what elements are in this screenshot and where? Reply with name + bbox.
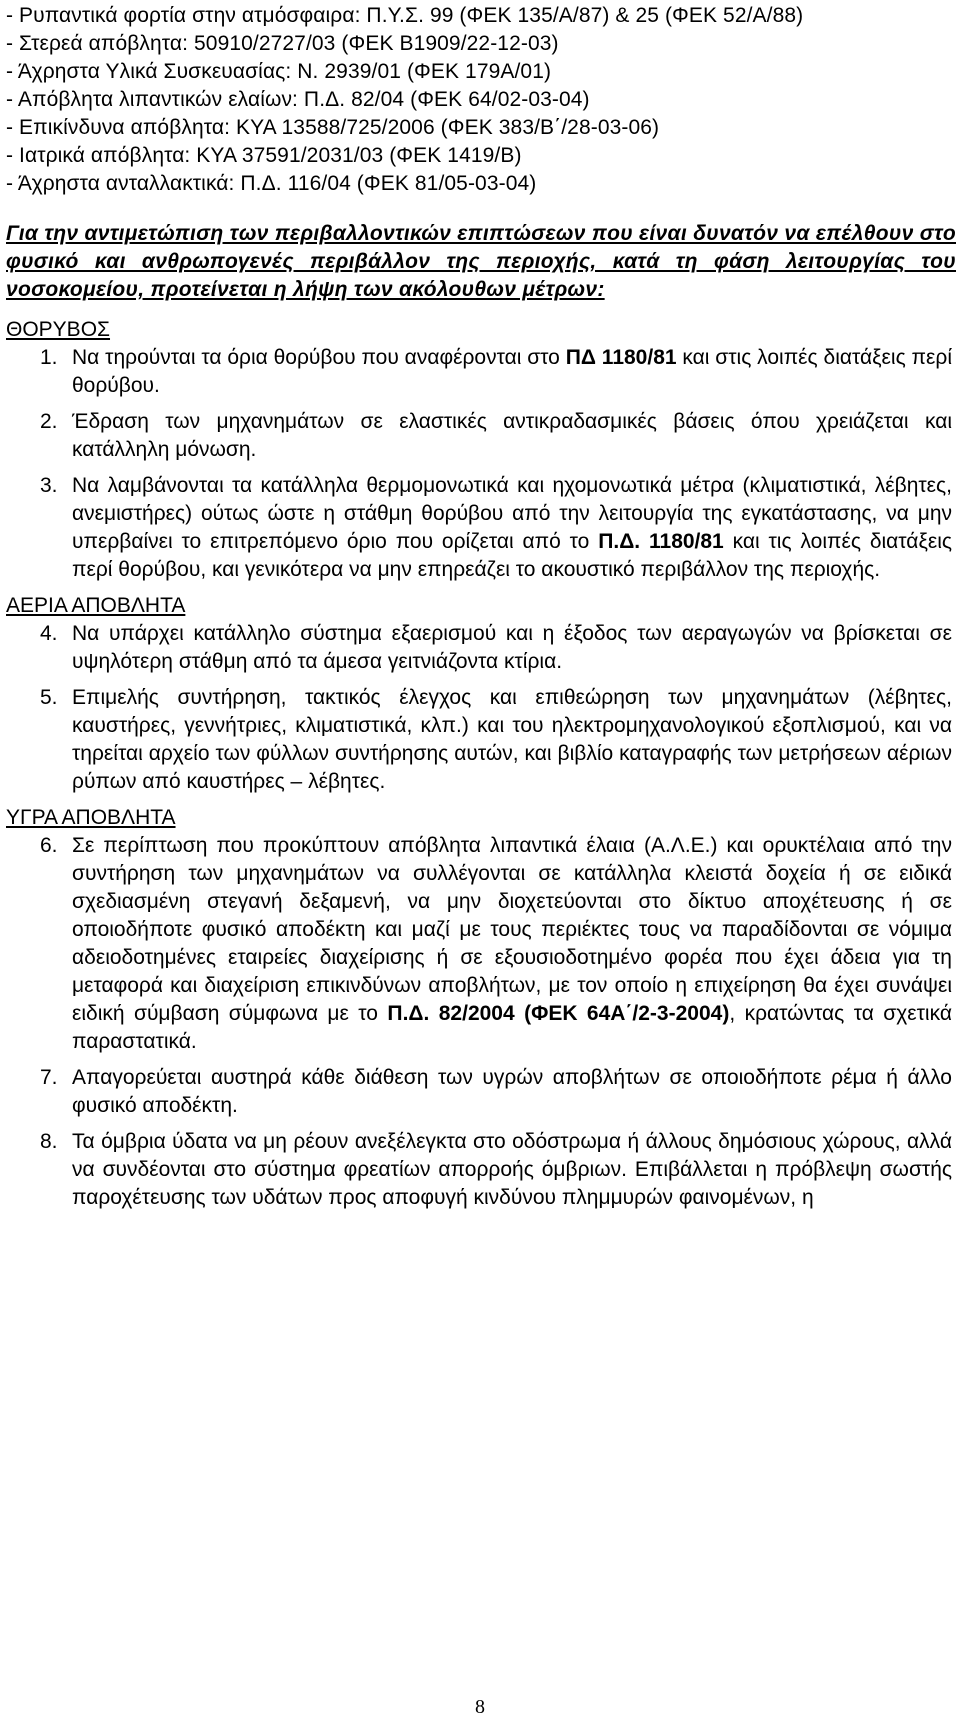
measure-item-2 xyxy=(6,408,956,464)
measure-text: Έδραση των μηχανημάτων σε ελαστικές αντικραδασμικές βάσεις όπου χρειάζεται και κατάλληλη μόνωση. xyxy=(72,410,952,461)
measure-text: , κρατώντας τα σχετικά παραστατικά. xyxy=(72,1002,952,1053)
measure-text: Σε περίπτωση που προκύπτουν απόβλητα λιπαντικά έλαια (Α.Λ.Ε.) και ορυκτέλαια από την συντήρηση των μηχανημάτων να συλλέγονται σε κατάλληλα κλειστά δοχεία ή σε ειδικά σχεδιασμένη στεγανή δεξαμενή, να μην διοχετεύονται στο δίκτυο αποχέτευσης ή σε οποιοδήποτε φυσικό αποδέκτη και μαζί με τους περιέκτες τους να παραδίδονται σε νόμιμα αδειοδοτημένες εταιρείες διαχείρισης ή σε εξουσιοδοτημένο φορέα που έχει άδεια για τη μεταφορά και διαχείριση επικινδύνων αποβλήτων, με τον οποίο η επιχείρηση θα έχει συνάψει ειδική σύμβαση σύμφωνα με το xyxy=(72,834,952,1025)
air-measures-list xyxy=(6,620,956,796)
measure-item-8 xyxy=(6,1128,956,1212)
measure-item-5 xyxy=(6,684,956,796)
reference-item: - Άχρηστα ανταλλακτικά: Π.Δ. 116/04 (ΦΕΚ 81/05-03-04) xyxy=(6,172,537,195)
legislation-reference-list xyxy=(6,2,956,198)
law-reference: Π.Δ. 82/2004 (ΦΕΚ 64Α΄/2-3-2004) xyxy=(387,1002,730,1025)
section-heading-noise: ΘΟΡΥΒΟΣ xyxy=(6,318,111,341)
measure-text: Να τηρούνται τα όρια θορύβου που αναφέρονται στο xyxy=(72,346,566,369)
reference-item: - Στερεά απόβλητα: 50910/2727/03 (ΦΕΚ Β1909/22-12-03) xyxy=(6,32,559,55)
measure-text: Επιμελής συντήρηση, τακτικός έλεγχος και επιθεώρηση των μηχανημάτων (λέβητες, καυστήρες, γεννήτριες, κλιματιστικά, κλπ.) και του ηλεκτρομηχανολογικού εξοπλισμού, και να τηρείται αρχείο των φύλλων συντήρησης αυτών, και βιβλίο καταγραφής των μετρήσεων αέριων ρύπων από καυστήρες – λέβητες. xyxy=(72,686,952,793)
measure-item-3 xyxy=(6,472,956,584)
measure-item-6 xyxy=(6,832,956,1056)
page-number: 8 xyxy=(475,1696,485,1718)
reference-item: - Απόβλητα λιπαντικών ελαίων: Π.Δ. 82/04 (ΦΕΚ 64/02-03-04) xyxy=(6,88,590,111)
measure-item-1 xyxy=(6,344,956,400)
measure-text: Απαγορεύεται αυστηρά κάθε διάθεση των υγρών αποβλήτων σε οποιοδήποτε ρέμα ή άλλο φυσικό αποδέκτη. xyxy=(72,1066,952,1117)
section-heading-air-emissions: ΑΕΡΙΑ ΑΠΟΒΛΗΤΑ xyxy=(6,594,186,617)
measure-number: 7. xyxy=(40,1066,58,1089)
measure-item-4 xyxy=(6,620,956,676)
section-heading-liquid-waste: ΥΓΡΑ ΑΠΟΒΛΗΤΑ xyxy=(6,806,176,829)
reference-item: - Ιατρικά απόβλητα: ΚΥΑ 37591/2031/03 (ΦΕΚ 1419/Β) xyxy=(6,144,522,167)
reference-item: - Ρυπαντικά φορτία στην ατμόσφαιρα: Π.Υ.Σ. 99 (ΦΕΚ 135/Α/87) & 25 (ΦΕΚ 52/Α/88) xyxy=(6,4,804,27)
measures-intro-paragraph: Για την αντιμετώπιση των περιβαλλοντικών επιπτώσεων που είναι δυνατόν να επέλθουν στο φυσικό και ανθρωπογενές περιβάλλον της περιοχής, κατά τη φάση λειτουργίας του νοσοκομείου, προτείνεται η λήψη των ακόλουθων μέτρων: xyxy=(6,222,956,301)
reference-item: - Άχρηστα Υλικά Συσκευασίας: Ν. 2939/01 (ΦΕΚ 179Α/01) xyxy=(6,60,552,83)
measure-number: 5. xyxy=(40,686,58,709)
measure-number: 4. xyxy=(40,622,58,645)
reference-item: - Επικίνδυνα απόβλητα: ΚΥΑ 13588/725/2006 (ΦΕΚ 383/Β΄/28-03-06) xyxy=(6,116,660,139)
law-reference: Π.Δ. 1180/81 xyxy=(598,530,724,553)
measure-text: Τα όμβρια ύδατα να μη ρέουν ανεξέλεγκτα στο οδόστρωμα ή άλλους δημόσιους χώρους, αλλά να συνδέονται στο σύστημα φρεατίων απορροής όμβριων. Επιβάλλεται η πρόβλεψη σωστής παροχέτευσης των υδάτων προς αποφυγή κινδύνου πλημμυρών φαινομένων, η xyxy=(72,1130,952,1209)
measure-text: και τις λοιπές διατάξεις περί θορύβου, και γενικότερα να μην επηρεάζει το ακουστικό περιβάλλον της περιοχής. xyxy=(72,530,952,581)
measure-item-7 xyxy=(6,1064,956,1120)
measure-number: 2. xyxy=(40,410,58,433)
measure-number: 1. xyxy=(40,346,58,369)
law-reference: ΠΔ 1180/81 xyxy=(565,346,677,369)
document-page xyxy=(6,2,956,1220)
measure-number: 6. xyxy=(40,834,58,857)
liquid-measures-list xyxy=(6,832,956,1212)
measure-number: 3. xyxy=(40,474,58,497)
measure-number: 8. xyxy=(40,1130,58,1153)
measure-text: Να υπάρχει κατάλληλο σύστημα εξαερισμού και η έξοδος των αεραγωγών να βρίσκεται σε υψηλότερη στάθμη από τα άμεσα γειτνιάζοντα κτίρια. xyxy=(72,622,952,673)
measure-text: και στις λοιπές διατάξεις περί θορύβου. xyxy=(72,346,952,397)
measure-text: Να λαμβάνονται τα κατάλληλα θερμομονωτικά και ηχομονωτικά μέτρα (κλιματιστικά, λέβητες, ανεμιστήρες) ούτως ώστε η στάθμη θορύβου από την λειτουργία της εγκατάστασης, να μην υπερβαίνει το επιτρεπόμενο όριο που ορίζεται από το xyxy=(72,474,952,553)
noise-measures-list xyxy=(6,344,956,584)
